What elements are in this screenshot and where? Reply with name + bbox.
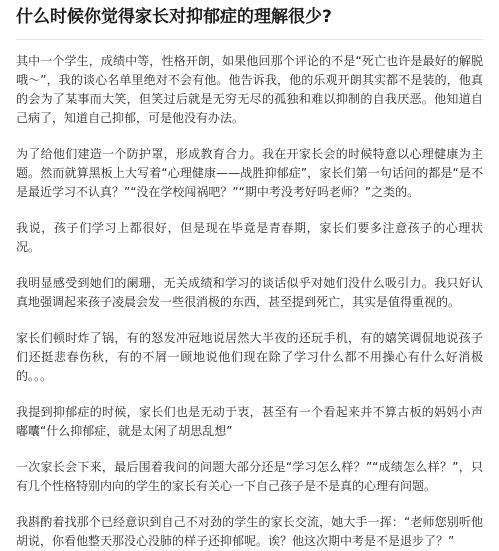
answer-paragraph: 其中一个学生，成绩中等，性格开朗，如果他回那个评论的不是“死亡也许是最好的解脱哦～”，我的谈心名单里绝对不会有他。他告诉我，他的乐观开朗其实都不是装的，他真的会为了某事而大笑，但笑过后就是无穷无尽的孤独和难以抑制的自我厌恶。他知道自己病了，知道自己抑郁，可是他没有办法。 bbox=[16, 54, 483, 125]
answer-paragraph: 我提到抑郁症的时候，家长们也是无动于衷，甚至有一个看起来并不算古板的妈妈小声嘟囔“什么抑郁症，就是太闲了胡思乱想” bbox=[16, 405, 483, 438]
answer-paragraph: 一次家长会下来，最后围着我问的问题大部分还是“学习怎么样？”“成绩怎么样？”，只有几个性格特别内向的学生的家长有关心一下自己孩子是不是真的心理有问题。 bbox=[16, 460, 483, 493]
answer-body bbox=[16, 40, 483, 551]
answer-paragraph: 家长们顿时炸了锅，有的怒发冲冠地说居然大半夜的还玩手机，有的嬉笑调侃地说孩子们还挺悲春伤秋，有的不屑一顾地说他们现在除了学习什么都不用操心有什么好消极的。。。 bbox=[16, 331, 483, 383]
answer-paragraph: 为了给他们建造一个防护罩，形成教育合力。我在开家长会的时候特意以心理健康为主题。然而就算黑板上大写着“心理健康——战胜抑郁症”，家长们第一句话问的都是“是不是最近学习不认真？”“没在学校闯祸吧？”“期中考没考好吗老师？”之类的。 bbox=[16, 147, 483, 199]
answer-paragraph: 我明显感受到她们的阑珊，无关成绩和学习的谈话似乎对她们没什么吸引力。我只好认真地强调起来孩子凌晨会发一些很消极的东西，甚至提到死亡，其实是值得重视的。 bbox=[16, 276, 483, 309]
answer-paragraph: 我斟酌着找那个已经意识到自己不对劲的学生的家长交流，她大手一挥：“老师您别听他胡说，你看他整天那没心没肺的样子还抑郁呢。诶？他这次期中考是不是退步了？” bbox=[16, 515, 483, 548]
question-title[interactable]: 什么时候你觉得家长对抑郁症的理解很少? bbox=[16, 6, 483, 40]
answer-paragraph: 我说，孩子们学习上都很好，但是现在毕竟是青春期，家长们要多注意孩子的心理状况。 bbox=[16, 221, 483, 254]
